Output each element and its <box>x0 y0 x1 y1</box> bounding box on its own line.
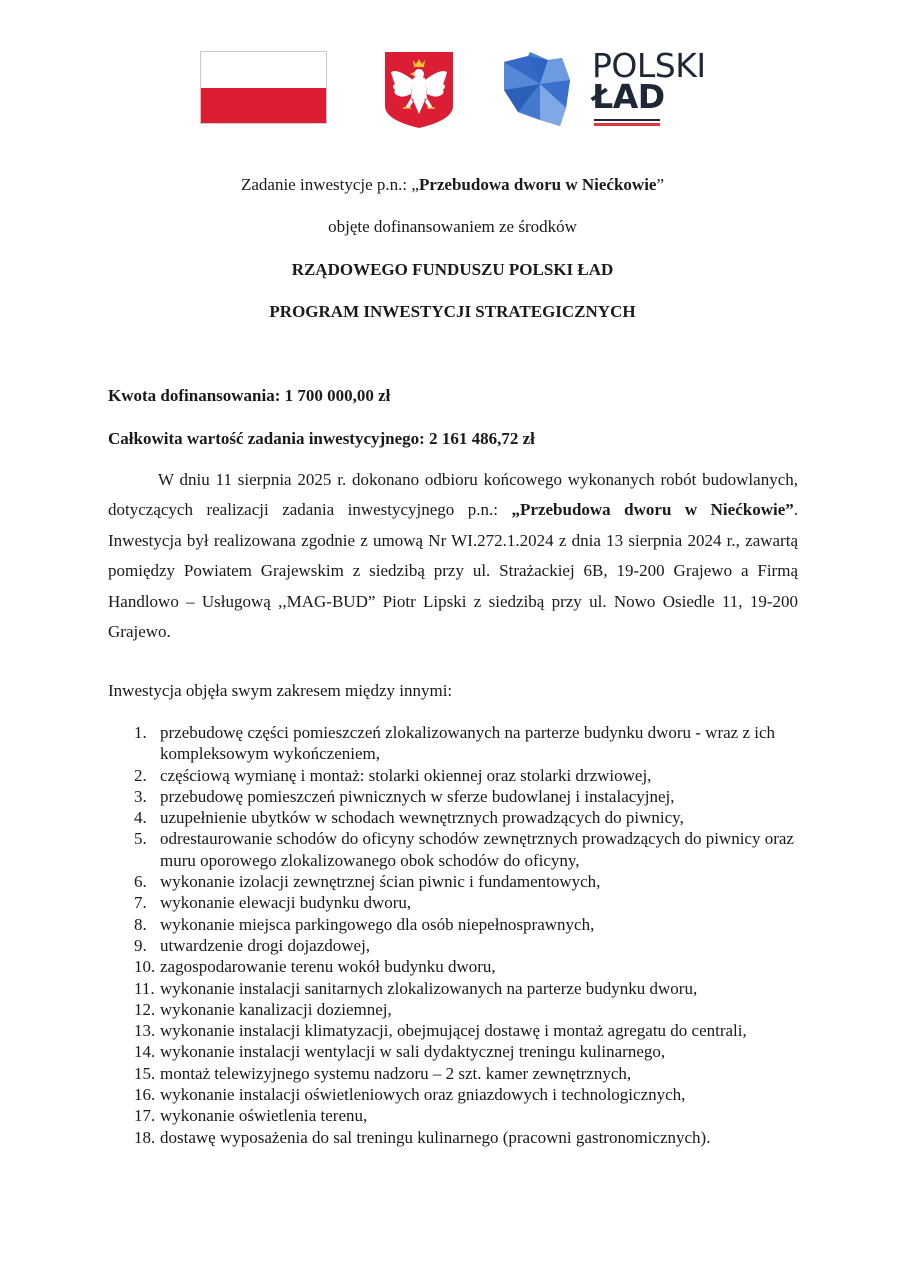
list-item: 11. wykonanie instalacji sanitarnych zlokalizowanych na parterze budynku dworu, <box>134 978 698 998</box>
scope-list <box>134 722 814 1148</box>
logos-row <box>0 48 905 138</box>
list-item: 6. wykonanie izolacji zewnętrznej ścian piwnic i fundamentowych, <box>134 872 601 892</box>
list-item: 2. częściową wymianę i montaż: stolarki okiennej oraz stolarki drzwiowej, <box>134 765 652 785</box>
list-item: 12. wykonanie kanalizacji doziemnej, <box>134 999 392 1019</box>
list-item: 16. wykonanie instalacji oświetleniowych oraz gniazdowych i technologicznych, <box>134 1085 686 1105</box>
logo-underline-red <box>594 123 660 126</box>
list-item: 3. przebudowę pomieszczeń piwnicznych w sferze budowlanej i instalacyjnej, <box>134 786 675 806</box>
paragraph-text-2: . Inwestycja był realizowana zgodnie z umową Nr WI.272.1.2024 z dnia 13 sierpnia 2024 r., zawartą pomiędzy Powiatem Grajewskim z siedzibą przy ul. Strażackiej 6B, 19-200 Grajewo a Firmą Handlowo – Usługową ,,MAG-BUD” Piotr Lipski z siedzibą przy ul. Nowo Osiedle 11, 19-200 Grajewo. <box>108 500 798 642</box>
polski-lad-line1: POLSKI <box>592 46 706 85</box>
list-item: 4. uzupełnienie ubytków w schodach wewnętrznych prowadzących do piwnicy, <box>134 808 684 828</box>
list-item: 5. odrestaurowanie schodów do oficyny schodów zewnętrznych prowadzących do piwnicy oraz muru oporowego zlokalizowanego obok schodów do oficyny, <box>134 829 794 870</box>
list-item: 15. montaż telewizyjnego systemu nadzoru – 2 szt. kamer zewnętrznych, <box>134 1063 632 1083</box>
list-item: 7. wykonanie elewacji budynku dworu, <box>134 893 412 913</box>
list-item: 8. wykonanie miejsca parkingowego dla osób niepełnosprawnych, <box>134 914 595 934</box>
total-value: Całkowita wartość zadania inwestycyjnego: 2 161 486,72 zł <box>108 429 535 448</box>
polish-eagle-emblem-icon <box>383 50 455 130</box>
list-item: 1. przebudowę części pomieszczeń zlokalizowanych na parterze budynku dworu - wraz z ich kompleksowym wykończeniem, <box>134 723 776 764</box>
polish-flag-icon <box>200 51 327 124</box>
list-item: 13. wykonanie instalacji klimatyzacji, obejmującej dostawę i montaż agregatu do centrali, <box>134 1021 747 1041</box>
list-item: 17. wykonanie oświetlenia terenu, <box>134 1106 368 1126</box>
list-item: 9. utwardzenie drogi dojazdowej, <box>134 935 371 955</box>
list-item: 10. zagospodarowanie terenu wokół budynku dworu, <box>134 957 496 977</box>
scope-intro: Inwestycja objęła swym zakresem między innymi: <box>108 681 453 700</box>
polski-lad-logo <box>500 46 710 130</box>
task-title-name: Przebudowa dworu w Niećkowie <box>418 175 657 194</box>
polski-lad-line2: ŁAD <box>592 77 665 116</box>
poland-map-icon <box>500 50 576 128</box>
task-title-suffix: ” <box>656 175 665 194</box>
list-item: 14. wykonanie instalacji wentylacji w sali dydaktycznej treningu kulinarnego, <box>134 1042 666 1062</box>
logo-underline-dark <box>594 119 660 121</box>
list-item: 18. dostawę wyposażenia do sal treningu kulinarnego (pracowni gastronomicznych). <box>134 1127 711 1147</box>
cofinancing-line: objęte dofinansowaniem ze środków <box>328 217 577 236</box>
paragraph-text-1: W dniu 11 sierpnia 2025 r. dokonano odbioru końcowego wykonanych robót budowlanych, dotyczących realizacji zadania inwestycyjnego p.n.: <box>108 470 798 520</box>
task-title-prefix: Zadanie inwestycje p.n.: „ <box>240 175 419 194</box>
program-heading: PROGRAM INWESTYCJI STRATEGICZNYCH <box>269 302 636 321</box>
funding-amount: Kwota dofinansowania: 1 700 000,00 zł <box>108 386 391 405</box>
fund-heading: RZĄDOWEGO FUNDUSZU POLSKI ŁAD <box>291 260 614 279</box>
acceptance-paragraph <box>108 465 798 647</box>
task-title-line <box>0 174 905 196</box>
paragraph-task-name: „Przebudowa dworu w Niećkowie” <box>511 500 794 520</box>
